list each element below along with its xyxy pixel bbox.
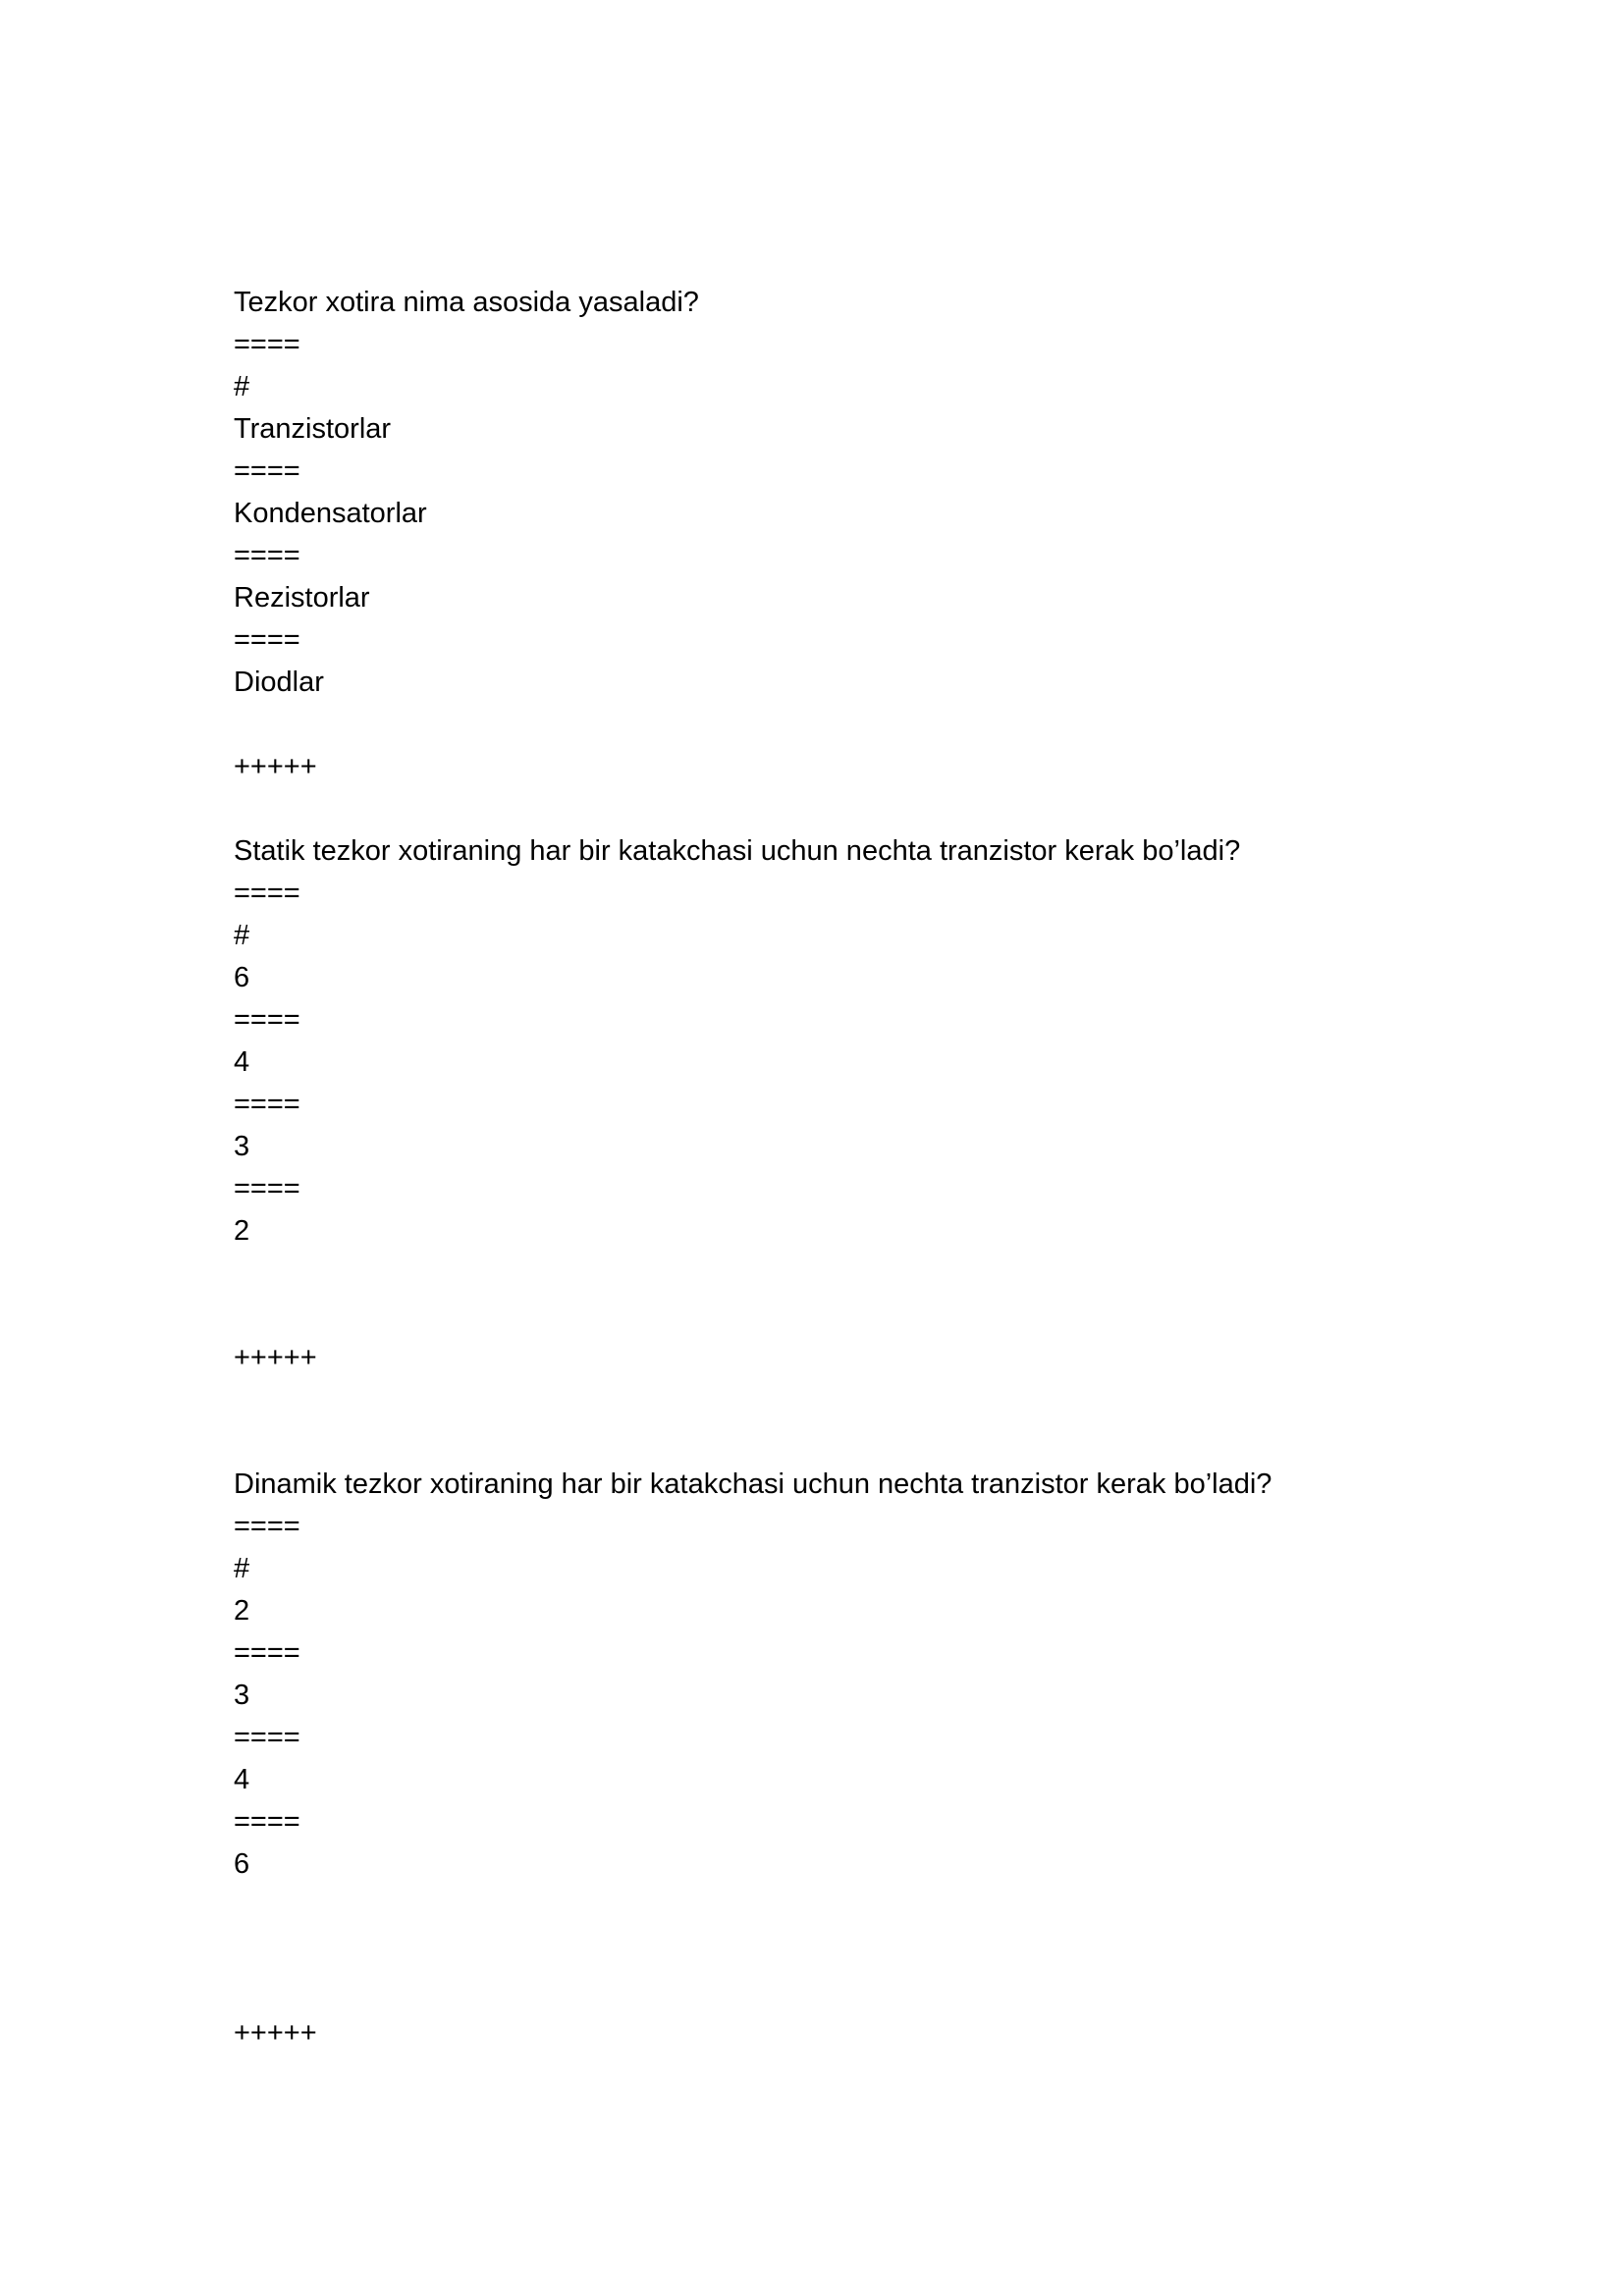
question-3-answer-3: 4 xyxy=(234,1764,250,1795)
question-3-answer-separator-1: ==== xyxy=(234,1637,300,1669)
question-2-separator: ==== xyxy=(234,878,300,909)
question-3-answer-2: 3 xyxy=(234,1680,250,1711)
question-3-answer-1: 2 xyxy=(234,1595,250,1627)
question-2-answer-3: 3 xyxy=(234,1131,250,1162)
question-3-separator: ==== xyxy=(234,1511,300,1542)
question-2-end-marker: +++++ xyxy=(234,1342,317,1373)
question-1-answer-1: Tranzistorlar xyxy=(234,413,392,445)
question-1-answer-separator-1: ==== xyxy=(234,455,300,487)
question-3-correct-marker: # xyxy=(234,1553,250,1584)
question-1-text: Tezkor xotira nima asosida yasaladi? xyxy=(234,287,699,318)
question-2-correct-marker: # xyxy=(234,920,250,951)
question-2-answer-2: 4 xyxy=(234,1046,250,1078)
question-1-correct-marker: # xyxy=(234,371,250,402)
question-2-answer-1: 6 xyxy=(234,962,250,993)
question-1-answer-3: Rezistorlar xyxy=(234,582,370,614)
question-1-answer-2: Kondensatorlar xyxy=(234,498,427,529)
question-2-text: Statik tezkor xotiraning har bir katakchasi uchun nechta tranzistor kerak bo’ladi? xyxy=(234,835,1241,867)
question-3-end-marker: +++++ xyxy=(234,2017,317,2049)
question-2-answer-4: 2 xyxy=(234,1215,250,1247)
question-3-answer-4: 6 xyxy=(234,1848,250,1880)
question-3-answer-separator-2: ==== xyxy=(234,1722,300,1753)
question-1-answer-separator-2: ==== xyxy=(234,540,300,571)
question-3-answer-separator-3: ==== xyxy=(234,1806,300,1838)
question-1-answer-4: Diodlar xyxy=(234,667,324,698)
question-1-end-marker: +++++ xyxy=(234,751,317,782)
question-1-answer-separator-3: ==== xyxy=(234,624,300,656)
question-2-answer-separator-3: ==== xyxy=(234,1173,300,1204)
question-1-separator: ==== xyxy=(234,329,300,360)
question-2-answer-separator-2: ==== xyxy=(234,1089,300,1120)
question-3-text: Dinamik tezkor xotiraning har bir katakchasi uchun nechta tranzistor kerak bo’ladi? xyxy=(234,1468,1272,1500)
question-2-answer-separator-1: ==== xyxy=(234,1004,300,1036)
